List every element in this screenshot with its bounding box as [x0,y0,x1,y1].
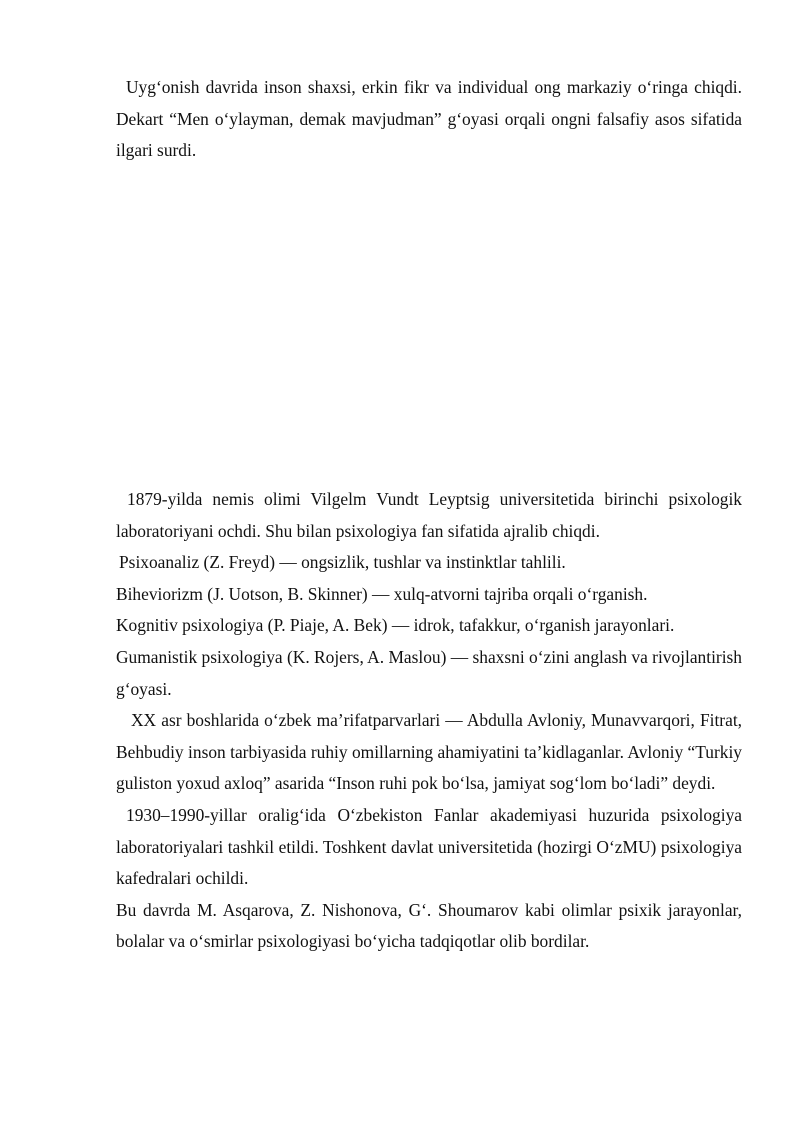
paragraph-cognitive: Kognitiv psixologiya (P. Piaje, A. Bek) — idrok, tafakkur, o‘rganish jarayonlari. [116,615,675,636]
paragraph-academy: 1930–1990-yillar oralig‘ida O‘zbekiston Fanlar akademiyasi huzurida psixologiya laboratoriyalari tashkil etildi. Toshkent davlat universitetida (hozirgi O‘zMU) psixologiya kafedralari ochildi. [116,804,742,889]
paragraph-psychoanalysis: Psixoanaliz (Z. Freyd) — ongsizlik, tushlar va instinktlar tahlili. [119,552,566,573]
paragraph-scholars: Bu davrda M. Asqarova, Z. Nishonova, G‘. Shoumarov kabi olimlar psixik jarayonlar, bolalar va o‘smirlar psixologiyasi bo‘yicha tadqiqotlar olib bordilar. [116,899,742,952]
paragraph-wundt: 1879-yilda nemis olimi Vilgelm Vundt Leyptsig universitetida birinchi psixologik laboratoriyani ochdi. Shu bilan psixologiya fan sifatida ajralib chiqdi. [116,489,742,541]
paragraph-humanistic: Gumanistik psixologiya (K. Rojers, A. Maslou) — shaxsni o‘zini anglash va rivojlantirish g‘oyasi. [116,646,742,699]
text-block-main [116,484,742,958]
paragraph-uzbek-enlighteners: XX asr boshlarida o‘zbek ma’rifatparvarlari — Abdulla Avloniy, Munavvarqori, Fitrat, Behbudiy inson tarbiyasida ruhiy omillarning ahamiyatini ta’kidlaganlar. Avloniy “Turkiy guliston yoxud axloq” asarida “Inson ruhi pok bo‘lsa, jamiyat sog‘lom bo‘ladi” deydi. [116,710,742,794]
paragraph-renaissance: Uyg‘onish davrida inson shaxsi, erkin fikr va individual ong markaziy o‘ringa chiqdi. Dekart “Men o‘ylayman, demak mavjudman” g‘oyasi orqali ongni falsafiy asos sifatida ilgari surdi. [116,77,742,161]
text-block-top [116,72,742,167]
paragraph-behaviorism: Biheviorizm (J. Uotson, B. Skinner) — xulq-atvorni tajriba orqali o‘rganish. [116,583,648,604]
